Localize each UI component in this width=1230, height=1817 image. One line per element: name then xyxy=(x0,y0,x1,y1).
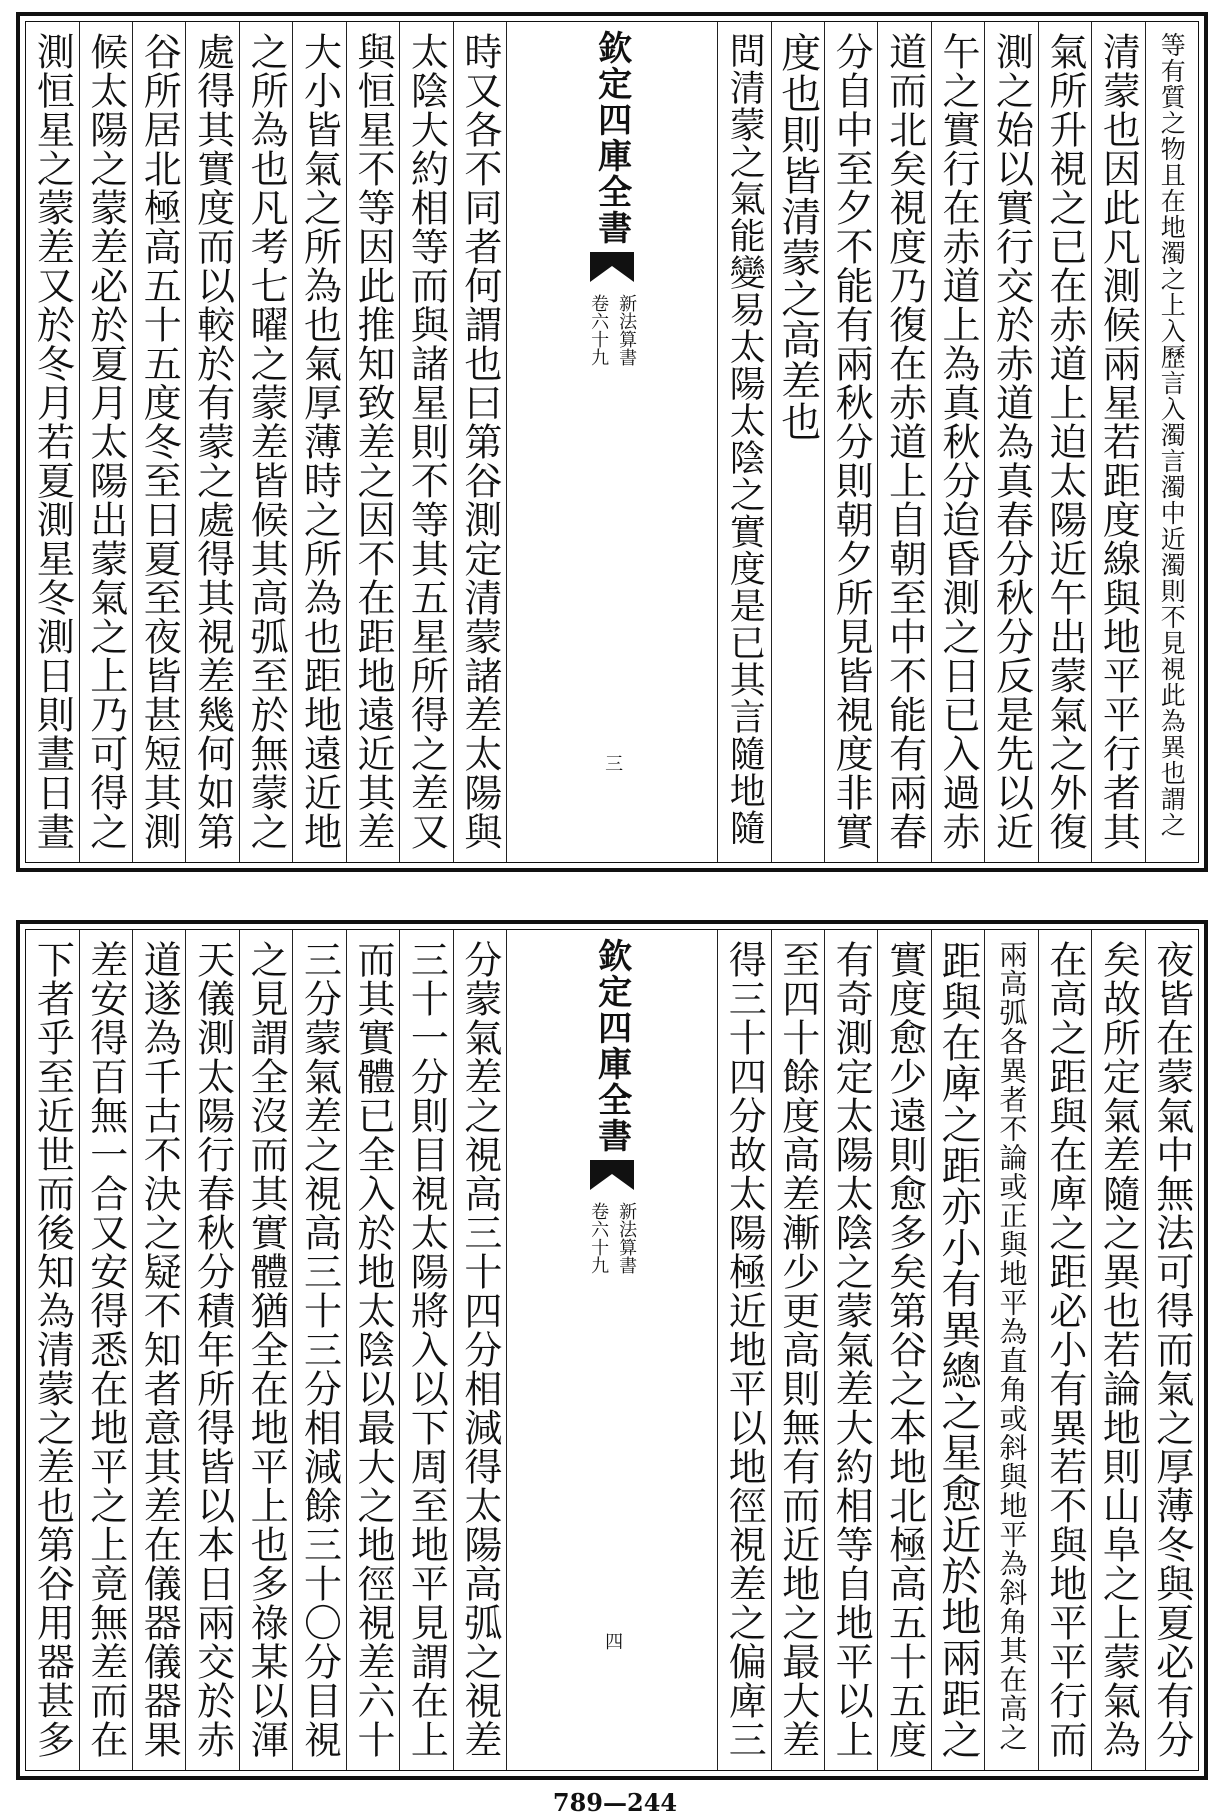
text-column xyxy=(132,930,185,1770)
column-text: 與恒星不等因此推知致差之因不在距地遠近其差 xyxy=(350,32,395,851)
text-column xyxy=(877,22,930,862)
column-text: 三十一分則目視太陽將入以下周至地平見謂在上 xyxy=(404,940,449,1759)
page-frame xyxy=(25,929,1199,1771)
column-text: 三分蒙氣差之視高三十三分相減餘三十〇分目視 xyxy=(297,940,342,1759)
text-column xyxy=(1038,22,1091,862)
column-text: 距與在庳之距亦小有異總之星愈近於地兩距之 xyxy=(935,940,982,1760)
text-column xyxy=(824,930,877,1770)
sub-title: 新法算書 xyxy=(616,294,638,366)
text-column xyxy=(984,22,1037,862)
column-text: 氣所升視之已在赤道上迫太陽近午出蒙氣之外復 xyxy=(1042,32,1087,851)
text-column xyxy=(185,930,238,1770)
column-text: 矣故所定氣差隨之異也若論地則山阜之上蒙氣為 xyxy=(1096,940,1141,1759)
text-column xyxy=(1038,930,1091,1770)
text-column xyxy=(79,930,132,1770)
column-text: 度也則皆清蒙之高差也 xyxy=(774,32,821,442)
text-column xyxy=(79,22,132,862)
volume: 卷六十九 xyxy=(588,1202,610,1274)
sub-title: 新法算書 xyxy=(616,1202,638,1274)
column-text: 夜皆在蒙氣中無法可得而氣之厚薄冬與夏必有分 xyxy=(1149,940,1194,1759)
column-text: 實度愈少遠則愈多矣第谷之本地北極高五十五度 xyxy=(882,940,927,1759)
text-column xyxy=(1091,930,1144,1770)
center-fold xyxy=(506,22,717,862)
text-column xyxy=(346,22,399,862)
column-text: 道遂為千古不決之疑不知者意其差在儀器儀器果 xyxy=(137,940,182,1759)
column-text: 分自中至夕不能有兩秋分則朝夕所見皆視度非實 xyxy=(829,32,874,851)
column-text: 測恒星之蒙差又於冬月若夏測星冬測日則晝日晝 xyxy=(30,32,75,851)
text-column xyxy=(26,22,78,862)
column-text: 等有質之物且在地濁之上入歷言入濁言濁中近濁則不見視此為異也謂之 xyxy=(1157,32,1187,838)
volume: 卷六十九 xyxy=(588,294,610,366)
text-column xyxy=(771,930,824,1770)
column-text: 測之始以實行交於赤道為真春分秋分反是先以近 xyxy=(989,32,1034,851)
fishtail-mark-icon xyxy=(590,1160,634,1190)
column-text: 時又各不同者何謂也曰第谷測定清蒙諸差太陽與 xyxy=(457,32,502,851)
volume-label xyxy=(585,1202,639,1274)
column-text: 午之實行在赤道上為真秋分迨昏測之日已入過赤 xyxy=(936,32,981,851)
volume-label xyxy=(585,294,639,366)
column-text: 問清蒙之氣能變易太陽太陰之實度是已其言隨地隨 xyxy=(724,32,766,846)
text-column xyxy=(1091,22,1144,862)
text-column xyxy=(453,22,506,862)
text-column xyxy=(931,930,984,1770)
text-column xyxy=(1145,930,1198,1770)
column-text: 清蒙也因此凡測候兩星若距度線與地平平行者其 xyxy=(1096,32,1141,851)
text-column xyxy=(292,22,345,862)
column-text: 之見謂全沒而其實體猶全在地平上也多祿某以渾 xyxy=(244,940,289,1759)
text-column xyxy=(399,930,452,1770)
column-text: 處得其實度而以較於有蒙之處得其視差幾何如第 xyxy=(190,32,235,851)
text-column xyxy=(132,22,185,862)
text-column xyxy=(824,22,877,862)
page-bottom xyxy=(16,920,1208,1780)
text-column xyxy=(346,930,399,1770)
book-title: 欽定四庫全書 xyxy=(591,30,632,246)
center-fold xyxy=(506,930,717,1770)
column-text: 得三十四分故太陽極近地平以地徑視差之偏庳三 xyxy=(722,940,767,1759)
text-column xyxy=(771,22,824,862)
column-text: 在高之距與在庳之距必小有異若不與地平平行而 xyxy=(1042,940,1087,1759)
column-text: 之所為也凡考七曜之蒙差皆候其高弧至於無蒙之 xyxy=(244,32,289,851)
page-number: 四 xyxy=(602,1632,624,1650)
column-text: 天儀測太陽行春秋分積年所得皆以本日兩交於赤 xyxy=(190,940,235,1759)
text-column xyxy=(717,930,770,1770)
book-title: 欽定四庫全書 xyxy=(591,938,632,1154)
text-column xyxy=(1145,22,1198,862)
column-text: 有奇測定太陽太陰之蒙氣差大約相等自地平以上 xyxy=(829,940,874,1759)
column-text: 差安得百無一合又安得悉在地平之上竟無差而在 xyxy=(83,940,128,1759)
text-column xyxy=(399,22,452,862)
text-column xyxy=(453,930,506,1770)
text-column xyxy=(185,22,238,862)
text-column xyxy=(239,930,292,1770)
column-text: 兩高弧各異者不論或正與地平為直角或斜與地平為斜角其在高之 xyxy=(995,940,1029,1752)
text-column xyxy=(984,930,1037,1770)
column-text: 太陰大約相等而與諸星則不等其五星所得之差又 xyxy=(404,32,449,851)
column-text: 道而北矣視度乃復在赤道上自朝至中不能有兩春 xyxy=(882,32,927,851)
column-text: 而其實體已全入於地太陰以最大之地徑視差六十 xyxy=(350,940,395,1759)
page-top xyxy=(16,12,1208,872)
text-column xyxy=(292,930,345,1770)
fishtail-mark-icon xyxy=(590,252,634,282)
page-number: 三 xyxy=(602,754,624,772)
column-text: 至四十餘度高差漸少更高則無有而近地之最大差 xyxy=(775,940,820,1759)
column-text: 下者乎至近世而後知為清蒙之差也第谷用器甚多 xyxy=(30,940,75,1759)
text-column xyxy=(717,22,770,862)
text-column xyxy=(26,930,78,1770)
page-frame xyxy=(25,21,1199,863)
column-text: 谷所居北極高五十五度冬至日夏至夜皆甚短其測 xyxy=(137,32,182,851)
text-column xyxy=(877,930,930,1770)
text-column xyxy=(931,22,984,862)
column-text: 候太陽之蒙差必於夏月太陽出蒙氣之上乃可得之 xyxy=(83,32,128,851)
column-text: 大小皆氣之所為也氣厚薄時之所為也距地遠近地 xyxy=(297,32,342,851)
text-column xyxy=(239,22,292,862)
column-text: 分蒙氣差之視高三十四分相減得太陽高弧之視差 xyxy=(457,940,502,1759)
catalog-page-number: 789—244 xyxy=(552,1788,678,1817)
